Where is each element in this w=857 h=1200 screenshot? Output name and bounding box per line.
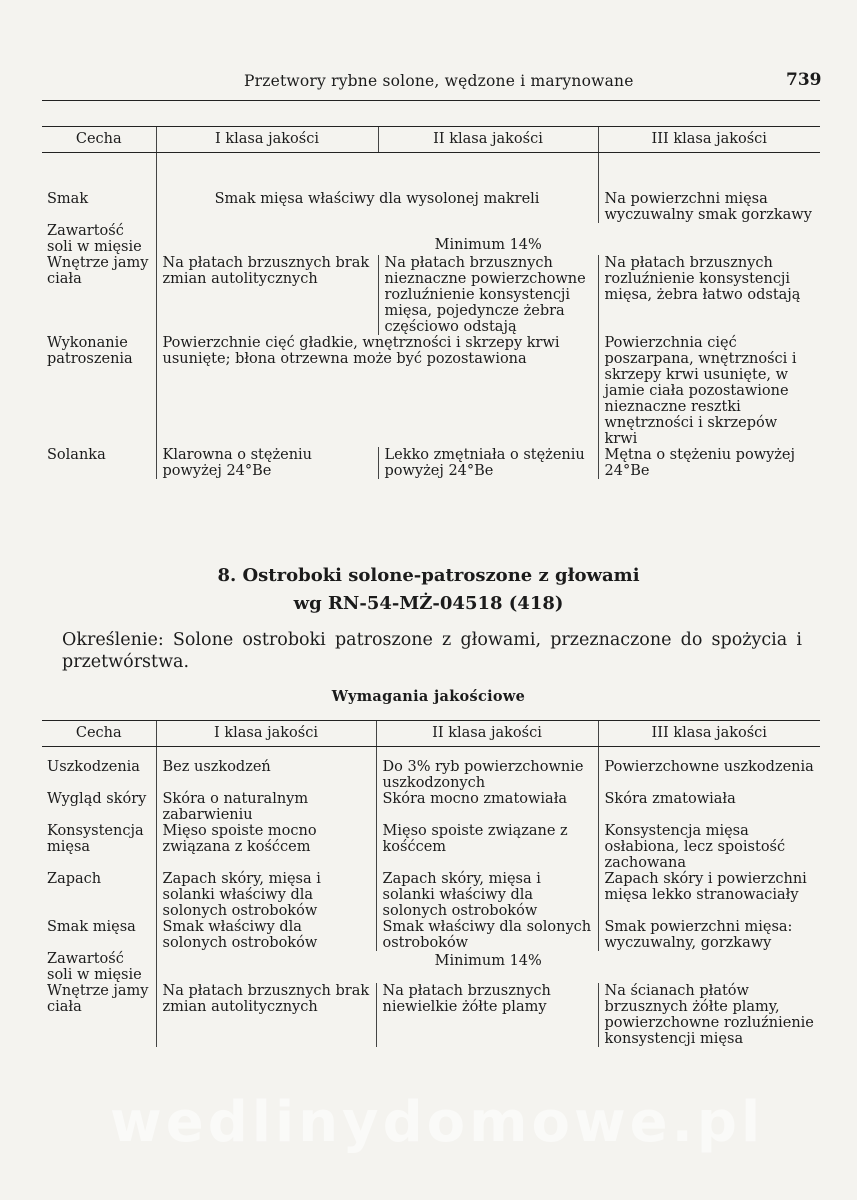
cell-class-1: Zapach skóry, mięsa i solanki właściwy dla solonych ostroboków (156, 871, 376, 919)
cell-class-3: Na powierzchni mięsa wyczuwalny smak gorzkawy (598, 153, 820, 224)
column-header-feature: Cecha (42, 721, 156, 747)
cell-class-1: Bez uszkodzeń (156, 747, 376, 792)
table-row (42, 447, 820, 479)
table-row (42, 335, 820, 447)
section-title: 8. Ostroboki solone-patroszone z głowami (217, 565, 640, 586)
row-feature: Zawartość soli w mięsie (47, 223, 142, 255)
cell-class-2: Na płatach brzusznych niewielkie żółte plamy (376, 983, 598, 1047)
cell-class-1-2: Smak mięsa właściwy dla wysolonej makreli (156, 153, 598, 224)
table-row (42, 951, 820, 983)
table-row (42, 983, 820, 1047)
cell-class-1-2: Powierzchnie cięć gładkie, wnętrzności i skrzepy krwi usunięte; błona otrzewna może być pozostawiona (156, 335, 598, 447)
cell-class-2: Do 3% ryb powierzchownie uszkodzonych (376, 747, 598, 792)
table-row (42, 871, 820, 919)
cell-all-classes: Minimum 14% (156, 951, 820, 983)
row-feature: Wygląd skóry (47, 791, 147, 807)
cell-class-1: Mięso spoiste mocno związana z kośćcem (156, 823, 376, 871)
row-feature: Wnętrze jamy ciała (47, 255, 149, 287)
table-row (42, 791, 820, 823)
cell-class-2: Mięso spoiste związane z kośćcem (376, 823, 598, 871)
row-feature: Zawartość soli w mięsie (47, 951, 142, 983)
row-feature: Uszkodzenia (47, 759, 140, 775)
cell-class-3: Na płatach brzusznych rozluźnienie konsystencji mięsa, żebra łatwo odstają (598, 255, 820, 335)
cell-class-3: Skóra zmatowiała (598, 791, 820, 823)
table-header-row (42, 721, 820, 747)
cell-class-1: Skóra o naturalnym zabarwieniu (156, 791, 376, 823)
section-definition: Określenie: Solone ostroboki patroszone z głowami, przeznaczone do spożycia i przetwórstwa. (62, 630, 802, 672)
table-header-row (42, 127, 820, 153)
watermark: wedlinydomowe.pl (110, 1090, 765, 1155)
table-row (42, 223, 820, 255)
running-header (0, 72, 857, 100)
row-feature: Wykonanie patroszenia (47, 335, 133, 367)
column-header-class-3: III klasa jakości (598, 127, 820, 153)
cell-class-2: Lekko zmętniała o stężeniu powyżej 24°Be (378, 447, 598, 479)
column-header-class-2: II klasa jakości (376, 721, 598, 747)
row-feature: Konsystencja mięsa (47, 823, 144, 855)
cell-class-3: Smak powierzchni mięsa: wyczuwalny, gorzkawy (598, 919, 820, 951)
table-row (42, 919, 820, 951)
table-row (42, 153, 820, 224)
row-feature: Wnętrze jamy ciała (47, 983, 149, 1015)
cell-all-classes: Minimum 14% (156, 223, 820, 255)
column-header-class-3: III klasa jakości (598, 721, 820, 747)
header-rule (42, 100, 820, 101)
cell-class-1: Klarowna o stężeniu powyżej 24°Be (156, 447, 378, 479)
cell-class-3: Zapach skóry i powierzchni mięsa lekko stranowaciały (598, 871, 820, 919)
row-feature: Zapach (47, 871, 102, 887)
cell-class-1: Na płatach brzusznych brak zmian autolitycznych (156, 983, 376, 1047)
table-row (42, 823, 820, 871)
cell-class-3: Powierzchowne uszkodzenia (598, 747, 820, 792)
page-number: 739 (786, 70, 822, 90)
table-row (42, 255, 820, 335)
running-title: Przetwory rybne solone, wędzone i marynowane (244, 72, 634, 90)
row-feature: Smak mięsa (47, 919, 136, 935)
cell-class-1: Smak właściwy dla solonych ostroboków (156, 919, 376, 951)
cell-class-3: Powierzchnia cięć poszarpana, wnętrzności i skrzepy krwi usunięte, w jamie ciała pozostawione nieznaczne resztki wnętrzności i skrzepów krwi (598, 335, 820, 447)
table-row (42, 747, 820, 792)
column-header-class-1: I klasa jakości (156, 721, 376, 747)
requirements-heading: Wymagania jakościowe (331, 688, 526, 705)
section-standard: wg RN-54-MŻ-04518 (418) (293, 593, 564, 614)
cell-class-2: Zapach skóry, mięsa i solanki właściwy dla solonych ostroboków (376, 871, 598, 919)
quality-table-ostroboki (42, 720, 820, 1047)
cell-class-3: Konsystencja mięsa osłabiona, lecz spoistość zachowana (598, 823, 820, 871)
row-feature: Smak (47, 191, 89, 207)
cell-class-3: Mętna o stężeniu powyżej 24°Be (598, 447, 820, 479)
cell-class-3: Na ścianach płatów brzusznych żółte plamy, powierzchowne rozluźnienie konsystencji mięsa (598, 983, 820, 1047)
column-header-class-1: I klasa jakości (156, 127, 378, 153)
cell-class-2: Na płatach brzusznych nieznaczne powierzchowne rozluźnienie konsystencji mięsa, pojedyncze żebra częściowo odstają (378, 255, 598, 335)
cell-class-2: Smak właściwy dla solonych ostroboków (376, 919, 598, 951)
column-header-class-2: II klasa jakości (378, 127, 598, 153)
row-feature: Solanka (47, 447, 106, 463)
cell-class-1: Na płatach brzusznych brak zmian autolitycznych (156, 255, 378, 335)
quality-table-mackerel (42, 126, 820, 479)
cell-class-2: Skóra mocno zmatowiała (376, 791, 598, 823)
column-header-feature: Cecha (42, 127, 156, 153)
